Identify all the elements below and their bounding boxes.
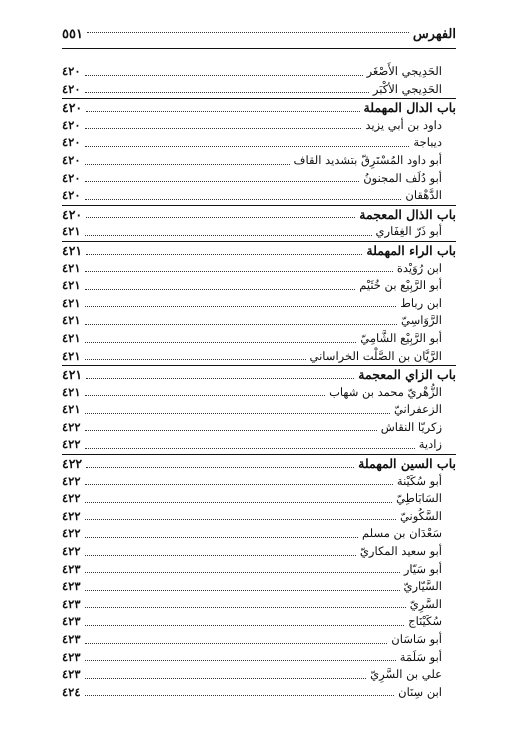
entry-label: أبو الرَّبِيْع بن خُثَيْم xyxy=(359,278,442,293)
entry-page-number: ٤٢٣ xyxy=(62,579,81,594)
leader-dots xyxy=(85,394,326,396)
index-entry xyxy=(62,613,456,631)
entry-page-number: ٤٢١ xyxy=(62,402,81,417)
leader-dots xyxy=(85,554,356,556)
index-entry xyxy=(62,187,456,205)
entry-page-number: ٤٢٢ xyxy=(62,526,81,541)
index-entry xyxy=(62,401,456,419)
entry-label: سَعْدَان بن مسلم xyxy=(361,526,442,541)
leader-dots xyxy=(85,74,363,76)
index-entry xyxy=(62,330,456,348)
index-entry xyxy=(62,436,456,454)
entry-label: زكريّا النقاش xyxy=(380,419,442,434)
index-entry xyxy=(62,684,456,702)
entry-page-number: ٤٢٠ xyxy=(62,152,81,167)
leader-dots xyxy=(85,536,358,538)
leader-dots xyxy=(85,447,415,449)
entry-label: أبو سَاسَان xyxy=(391,632,442,646)
index-entry xyxy=(62,508,456,526)
entry-label: الدَّهْقان xyxy=(405,188,442,203)
entry-page-number: ٤٢٢ xyxy=(62,544,81,559)
entry-page-number: ٤٢١ xyxy=(62,295,81,310)
entry-label: باب السين المهملة xyxy=(358,456,456,472)
leader-dots xyxy=(85,429,377,431)
entry-label: أبو ذَرّ الغِفَاري xyxy=(375,224,442,239)
entry-page-number: ٤٢١ xyxy=(62,348,81,363)
index-entry xyxy=(62,578,456,596)
entry-page-number: ٤٢٣ xyxy=(62,614,81,629)
leader-dots xyxy=(85,180,360,182)
entry-label: أبو سعيد المكاريّ xyxy=(359,544,442,559)
entry-page-number: ٤٢١ xyxy=(62,278,81,293)
entry-page-number: ٤٢٣ xyxy=(62,596,81,611)
entry-label: السَابَاطِيّ xyxy=(396,491,442,506)
leader-dots xyxy=(85,323,397,325)
index-entry xyxy=(62,666,456,684)
entry-label: أبو داود المُسْتَرِقّ بتشديد القاف xyxy=(293,152,442,167)
leader-dots xyxy=(85,341,357,343)
leader-dots xyxy=(85,305,397,307)
entry-label: باب الراء المهملة xyxy=(366,242,456,258)
leader-dots xyxy=(86,216,355,218)
entry-page-number: ٤٢١ xyxy=(62,313,81,328)
index-entry xyxy=(62,348,456,366)
index-entry xyxy=(62,134,456,152)
entry-page-number: ٤٢٠ xyxy=(62,64,81,78)
entry-page-number: ٤٢٤ xyxy=(62,684,81,699)
entry-label: أبو سُكَيْنة xyxy=(396,473,442,488)
leader-dots xyxy=(85,642,388,644)
entry-page-number: ٤٢٣ xyxy=(62,667,81,682)
entry-page-number: ٤٢٠ xyxy=(62,81,81,96)
index-entry xyxy=(62,561,456,579)
index-entry xyxy=(62,63,456,81)
leader-dots xyxy=(85,127,362,129)
entry-label: أبو الرَّبِيْع الشَّامِيّ xyxy=(360,330,442,345)
entry-label: ابن سِنَان xyxy=(398,684,442,699)
page-header xyxy=(62,20,456,49)
leader-dots xyxy=(85,163,290,165)
leader-dots xyxy=(85,145,410,147)
entry-label: الرَّوَاسِيّ xyxy=(400,313,442,328)
entry-page-number: ٤٢٣ xyxy=(62,632,81,646)
entry-label: علي بن السَّرِيّ xyxy=(370,667,442,682)
entry-page-number: ٤٢٢ xyxy=(62,419,81,434)
entry-page-number: ٤٢٢ xyxy=(62,473,81,488)
index-section-heading xyxy=(62,98,456,117)
entry-page-number: ٤٢٣ xyxy=(62,649,81,664)
index-entry xyxy=(62,596,456,614)
leader-dots xyxy=(85,694,395,696)
entry-label: السَّرِيّ xyxy=(409,596,442,611)
index-entry xyxy=(62,170,456,188)
entry-label: الحَدِيجي الأكْبَر xyxy=(372,81,442,96)
header-page-number: ٥٥١ xyxy=(62,26,83,42)
entry-page-number: ٤٢٠ xyxy=(62,100,83,116)
entry-page-number: ٤٢١ xyxy=(62,384,81,399)
leader-dots xyxy=(85,358,306,360)
entry-label: زادية xyxy=(418,437,442,452)
entry-page-number: ٤٢١ xyxy=(62,242,83,258)
leader-dots xyxy=(85,270,393,272)
leader-dots xyxy=(86,253,362,255)
entry-page-number: ٤٢٠ xyxy=(62,117,81,132)
index-section-heading xyxy=(62,365,456,384)
entry-page-number: ٤٢٢ xyxy=(62,508,81,523)
entry-label: ابن رُوَيْدة xyxy=(396,260,442,275)
index-section-heading xyxy=(62,241,456,260)
leader-dots xyxy=(85,234,372,236)
leader-dots xyxy=(85,571,400,573)
index-section-heading xyxy=(62,454,456,473)
entry-page-number: ٤٢٢ xyxy=(62,456,83,472)
leader-dots xyxy=(85,589,400,591)
entry-label: ابن رباط xyxy=(400,295,442,310)
leader-dots xyxy=(85,483,393,485)
entry-label: باب الذال المعجمة xyxy=(359,206,456,222)
index-entry xyxy=(62,649,456,667)
leader-dots xyxy=(85,624,405,626)
index-section-heading xyxy=(62,205,456,224)
index-entry xyxy=(62,117,456,135)
entry-label: الزُّهْريّ محمد بن شهاب xyxy=(329,384,442,399)
leader-dots xyxy=(85,518,396,520)
entry-label: سُكَيْنَاج xyxy=(408,614,442,629)
leader-dots xyxy=(85,606,406,608)
index-entry xyxy=(62,312,456,330)
entry-page-number: ٤٢٣ xyxy=(62,561,81,576)
leader-dots xyxy=(85,659,396,661)
entry-page-number: ٤٢١ xyxy=(62,224,81,239)
index-entry xyxy=(62,295,456,313)
index-entry xyxy=(62,490,456,508)
leader-dots xyxy=(85,501,393,503)
index-entry xyxy=(62,473,456,491)
leader-dots xyxy=(86,377,354,379)
index-entry xyxy=(62,384,456,402)
entry-label: أبو سَيّار xyxy=(403,561,442,576)
entry-label: الحَدِيجي الأَصْغَر xyxy=(366,64,442,78)
entry-label: أبو سَلَمَة xyxy=(399,649,442,664)
header-title: الفهرس xyxy=(412,26,456,42)
entry-page-number: ٤٢٠ xyxy=(62,170,81,185)
entry-page-number: ٤٢٠ xyxy=(62,206,83,222)
leader-dots xyxy=(86,466,354,468)
index-entry xyxy=(62,152,456,170)
entry-label: الرَّيَّان بن الصَّلْت الخراساني xyxy=(309,348,442,363)
entry-label: السَّيّاريّ xyxy=(403,579,442,594)
entry-page-number: ٤٢٠ xyxy=(62,188,81,203)
entry-label: أبو دُلَف المجنونُ xyxy=(363,170,442,185)
entry-label: باب الزاي المعجمة xyxy=(358,367,456,383)
entry-page-number: ٤٢١ xyxy=(62,260,81,275)
leader-dots xyxy=(86,110,359,112)
leader-dots xyxy=(85,91,369,93)
index-entry xyxy=(62,223,456,241)
index-entry xyxy=(62,543,456,561)
leader-dots xyxy=(85,677,367,679)
index-entry xyxy=(62,81,456,99)
index-entries xyxy=(62,63,456,701)
index-entry xyxy=(62,419,456,437)
entry-label: ديباجة xyxy=(413,135,442,150)
index-entry xyxy=(62,277,456,295)
entry-label: الزعفرانيّ xyxy=(393,402,442,417)
leader-dots xyxy=(85,288,356,290)
entry-label: السَّكُونيّ xyxy=(399,508,442,523)
leader-dots xyxy=(85,412,390,414)
leader-dots xyxy=(85,198,402,200)
entry-page-number: ٤٢٢ xyxy=(62,437,81,452)
index-entry xyxy=(62,260,456,278)
index-entry xyxy=(62,631,456,649)
entry-page-number: ٤٢٠ xyxy=(62,135,81,150)
entry-page-number: ٤٢١ xyxy=(62,367,83,383)
index-entry xyxy=(62,525,456,543)
entry-label: داود بن أبي يزيد xyxy=(365,117,442,132)
entry-page-number: ٤٢١ xyxy=(62,330,81,345)
entry-label: باب الدال المهملة xyxy=(363,100,456,116)
leader-dots xyxy=(87,31,409,33)
entry-page-number: ٤٢٢ xyxy=(62,491,81,506)
